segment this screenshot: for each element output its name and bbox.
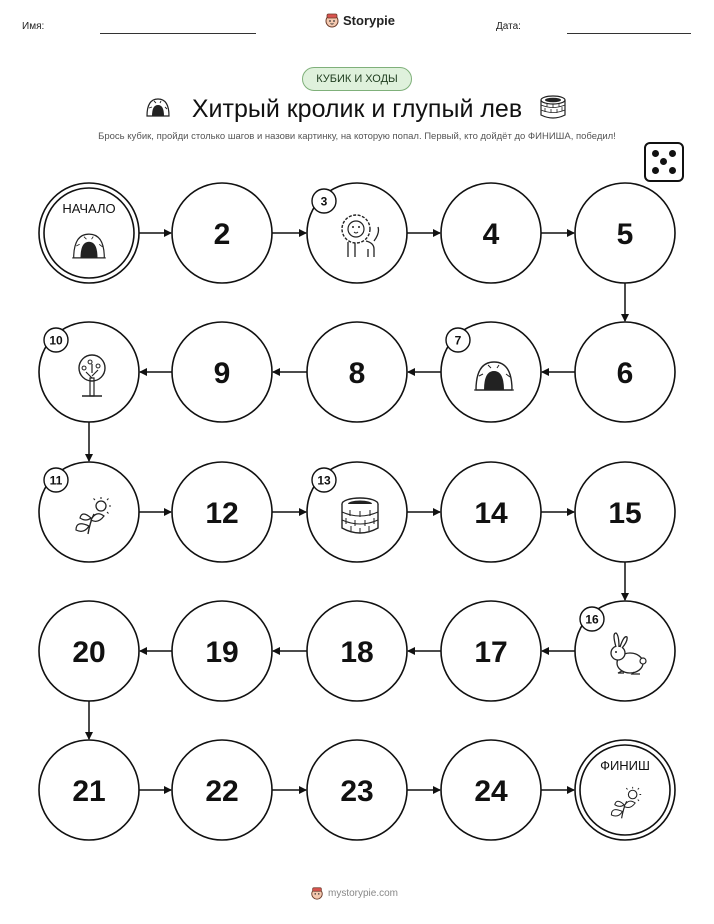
board-cell-13[interactable]: [307, 462, 407, 562]
page-title: Хитрый кролик и глупый лев: [191, 95, 523, 123]
cell-number: 20: [72, 636, 106, 669]
board-cell-20[interactable]: [39, 601, 139, 701]
date-label: Дата:: [496, 21, 521, 32]
cell-number: 10: [49, 333, 63, 348]
cell-number: 13: [317, 473, 331, 488]
board-cell-14[interactable]: [441, 462, 541, 562]
board-cell-22[interactable]: [172, 740, 272, 840]
board-cell-11[interactable]: [39, 462, 139, 562]
cell-number: 7: [454, 333, 462, 348]
cell-number: 17: [474, 636, 508, 669]
cell-number: 12: [205, 497, 239, 530]
board-cell-24[interactable]: [441, 740, 541, 840]
storypie-mascot-icon: [310, 886, 324, 900]
cell-number: 24: [474, 775, 508, 808]
cell-circle: [575, 740, 675, 840]
board-cell-12[interactable]: [172, 462, 272, 562]
well-icon: [342, 498, 378, 533]
category-tag: КУБИК И ХОДЫ: [302, 67, 412, 91]
cell-number: 6: [616, 357, 634, 390]
cell-number: 15: [608, 497, 642, 530]
cell-number: 14: [474, 497, 508, 530]
board-cell-16[interactable]: [575, 601, 675, 701]
board-cell-8[interactable]: [307, 322, 407, 422]
cell-number: 23: [340, 775, 374, 808]
cell-number: 19: [205, 636, 239, 669]
cell-number: 22: [205, 775, 239, 808]
board-cell-18[interactable]: [307, 601, 407, 701]
cell-number: 2: [213, 218, 231, 251]
board-cell-5[interactable]: [575, 183, 675, 283]
board-cell-10[interactable]: [39, 322, 139, 422]
board-cell-9[interactable]: [172, 322, 272, 422]
footer-url: mystorypie.com: [328, 887, 399, 899]
cell-number: 5: [616, 218, 634, 251]
board-cell-2[interactable]: [172, 183, 272, 283]
cell-number: 9: [213, 357, 231, 390]
board-cell-3[interactable]: [307, 183, 407, 283]
board-cell-15[interactable]: [575, 462, 675, 562]
cell-circle: [39, 183, 139, 283]
cell-number: 8: [348, 357, 366, 390]
board-cell-17[interactable]: [441, 601, 541, 701]
start-label: НАЧАЛО: [62, 201, 116, 216]
cell-number: 18: [340, 636, 374, 669]
finish-label: ФИНИШ: [600, 758, 650, 773]
cell-number: 21: [72, 775, 106, 808]
cell-number: 16: [585, 612, 599, 627]
brand-name: Storypie: [343, 12, 396, 28]
board-cell-7[interactable]: [441, 322, 541, 422]
board-cell-19[interactable]: [172, 601, 272, 701]
cell-number: 3: [320, 194, 328, 209]
board-cell-23[interactable]: [307, 740, 407, 840]
board-cell-1[interactable]: [39, 183, 139, 283]
footer: [310, 886, 398, 900]
instructions: Брось кубик, пройди столько шагов и назови картинку, на которую попал. Первый, кто дойдёт до ФИНИША, победил!: [98, 131, 616, 142]
name-label: Имя:: [22, 21, 45, 32]
board-cell-6[interactable]: [575, 322, 675, 422]
board-cell-25[interactable]: [575, 740, 675, 840]
board-cell-21[interactable]: [39, 740, 139, 840]
board-cell-4[interactable]: [441, 183, 541, 283]
cell-number: 11: [49, 473, 63, 488]
cell-number: 4: [482, 218, 500, 251]
